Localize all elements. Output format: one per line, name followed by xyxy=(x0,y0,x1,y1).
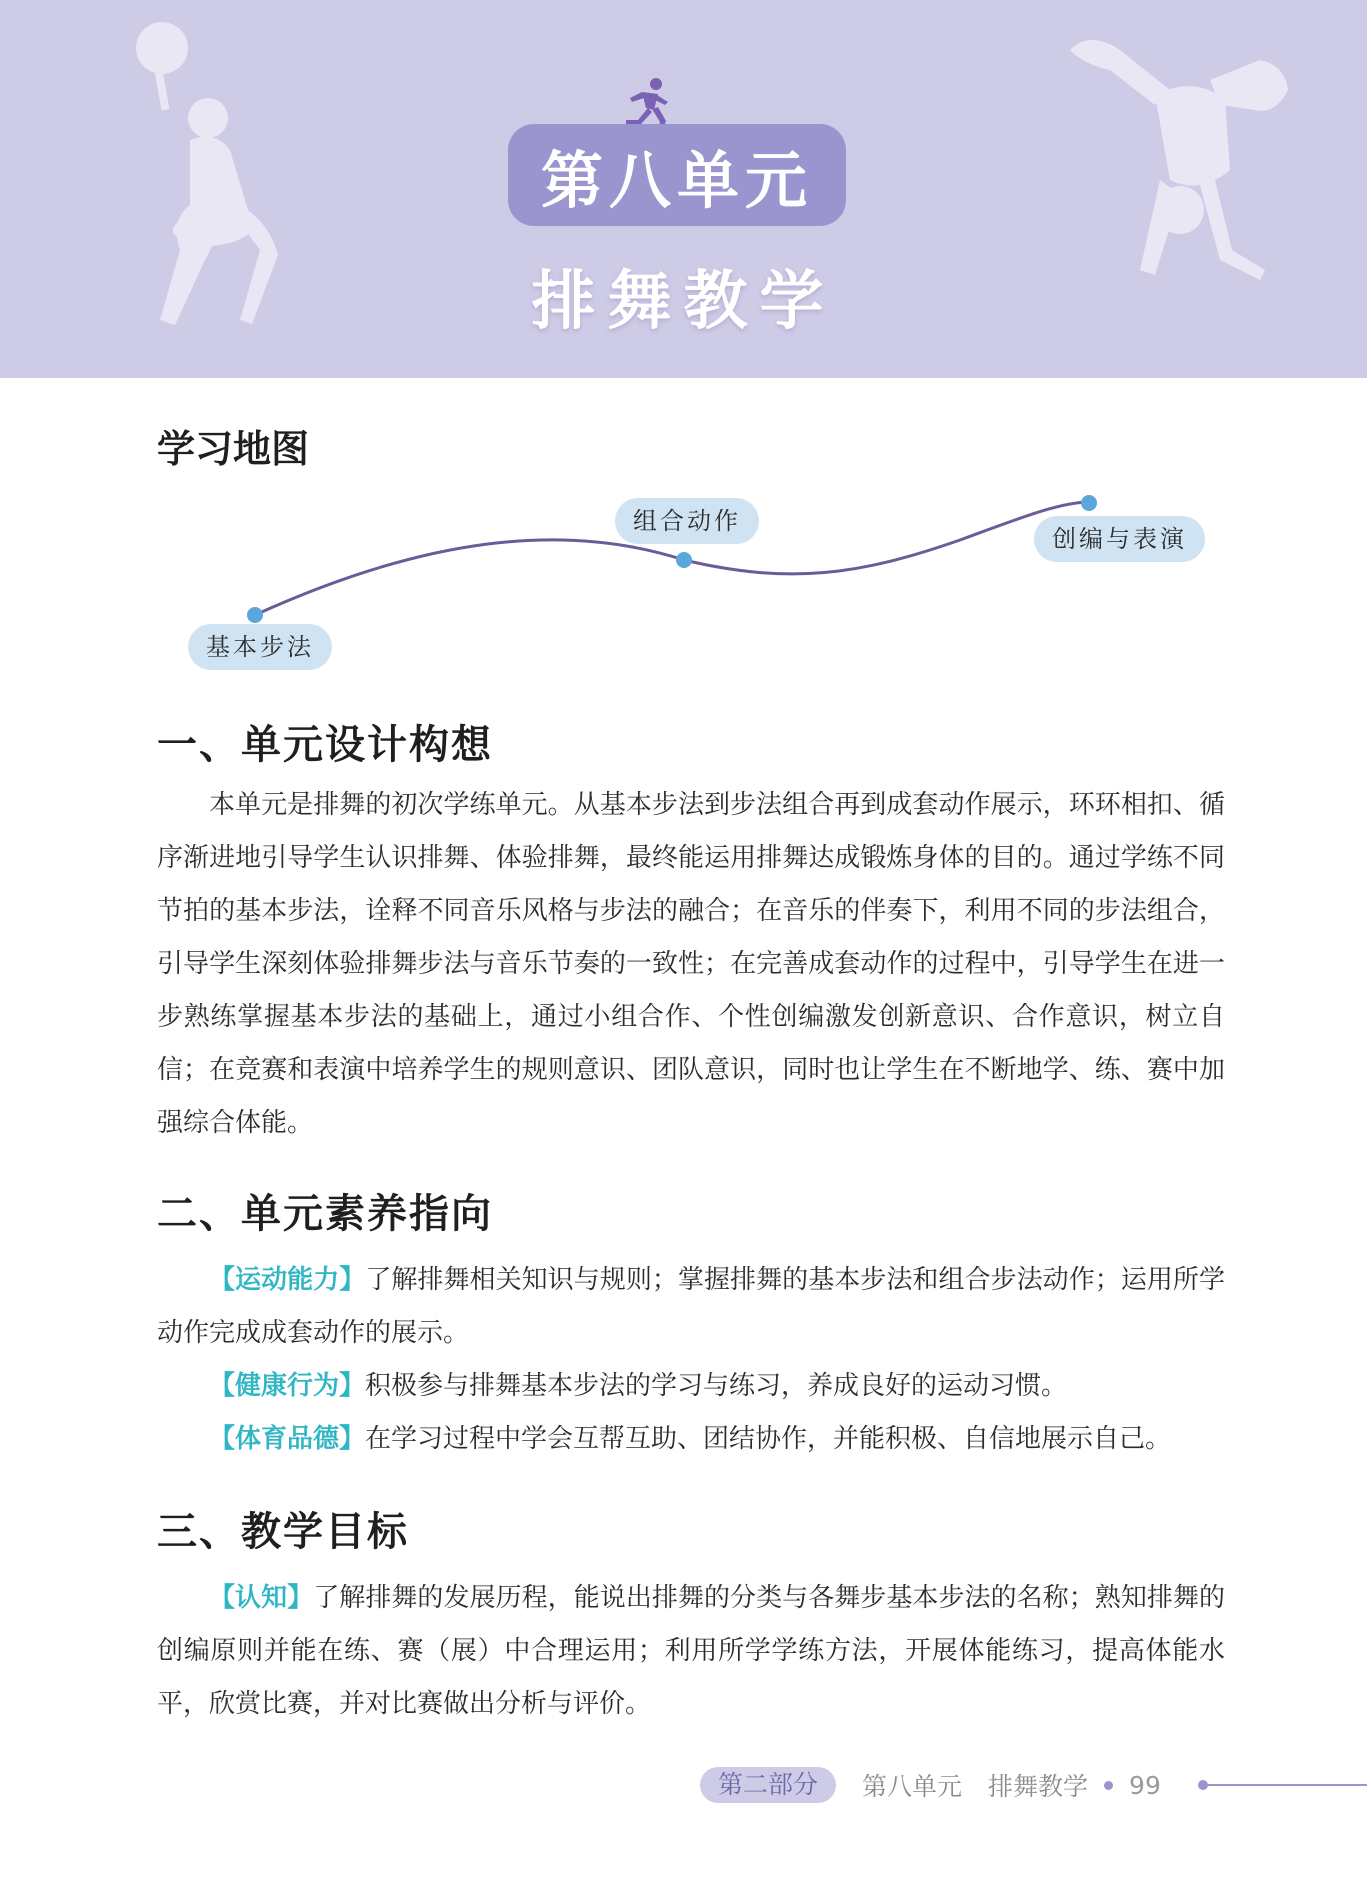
item-text: 了解排舞的发展历程，能说出排舞的分类与各舞步基本步法的名称；熟知排舞的创编原则并能在练、赛（展）中合理运用；利用所学学练方法，开展体能练习，提高体能水平，欣赏比赛，并对比赛做出分析与评价。 xyxy=(157,1583,1225,1719)
item-label: 【运动能力】 xyxy=(209,1265,366,1295)
item-text: 了解排舞相关知识与规则；掌握排舞的基本步法和组合步法动作；运用所学动作完成成套动作的展示。 xyxy=(157,1265,1225,1348)
stage-dot-2 xyxy=(676,552,692,568)
footer-rule xyxy=(1202,1784,1367,1786)
page-footer xyxy=(700,1765,1161,1805)
stage-dot-1 xyxy=(247,607,263,623)
unit-number-badge: 第八单元 xyxy=(508,124,846,226)
section-heading-objectives: 三、教学目标 xyxy=(157,1508,409,1555)
section-objectives-body xyxy=(157,1572,1225,1731)
stage-tag-combinations: 组合动作 xyxy=(615,498,759,544)
item-label: 【健康行为】 xyxy=(209,1371,366,1401)
section-design-body xyxy=(157,779,1225,1150)
footer-part-badge: 第二部分 xyxy=(700,1767,836,1803)
footer-separator-dot xyxy=(1104,1781,1113,1790)
item-text: 在学习过程中学会互帮互助、团结协作，并能积极、自信地展示自己。 xyxy=(365,1424,1172,1454)
footer-topic: 排舞教学 xyxy=(988,1772,1089,1801)
item-label: 【认知】 xyxy=(209,1583,314,1613)
learning-map-heading: 学习地图 xyxy=(157,426,310,471)
unit-banner xyxy=(0,0,1367,378)
item-text: 积极参与排舞基本步法的学习与练习，养成良好的运动习惯。 xyxy=(365,1371,1068,1401)
design-paragraph: 本单元是排舞的初次学练单元。从基本步法到步法组合再到成套动作展示，环环相扣、循序渐进地引导学生认识排舞、体验排舞，最终能运用排舞达成锻炼身体的目的。通过学练不同节拍的基本步法，诠释不同音乐风格与步法的融合；在音乐的伴奏下，利用不同的步法组合，引导学生深刻体验排舞步法与音乐节奏的一致性；在完善成套动作的过程中，引导学生在进一步熟练掌握基本步法的基础上，通过小组合作、个性创编激发创新意识、合作意识，树立自信；在竞赛和表演中培养学生的规则意识、团队意识，同时也让学生在不断地学、练、赛中加强综合体能。 xyxy=(157,790,1225,1138)
footer-unit: 第八单元 xyxy=(862,1772,963,1801)
literacy-item xyxy=(157,1360,1225,1413)
item-label: 【体育品德】 xyxy=(209,1424,366,1454)
section-literacy-body xyxy=(157,1254,1225,1466)
page-number: 99 xyxy=(1129,1770,1161,1800)
literacy-item xyxy=(157,1254,1225,1360)
stage-dot-3 xyxy=(1081,495,1097,511)
stage-tag-choreography: 创编与表演 xyxy=(1034,516,1205,562)
section-heading-design: 一、单元设计构想 xyxy=(157,721,493,768)
literacy-item xyxy=(157,1413,1225,1466)
objective-item xyxy=(157,1572,1225,1731)
section-heading-literacy: 二、单元素养指向 xyxy=(157,1190,493,1237)
stage-tag-basic-steps: 基本步法 xyxy=(188,624,332,670)
unit-title: 排舞教学 xyxy=(531,265,836,339)
